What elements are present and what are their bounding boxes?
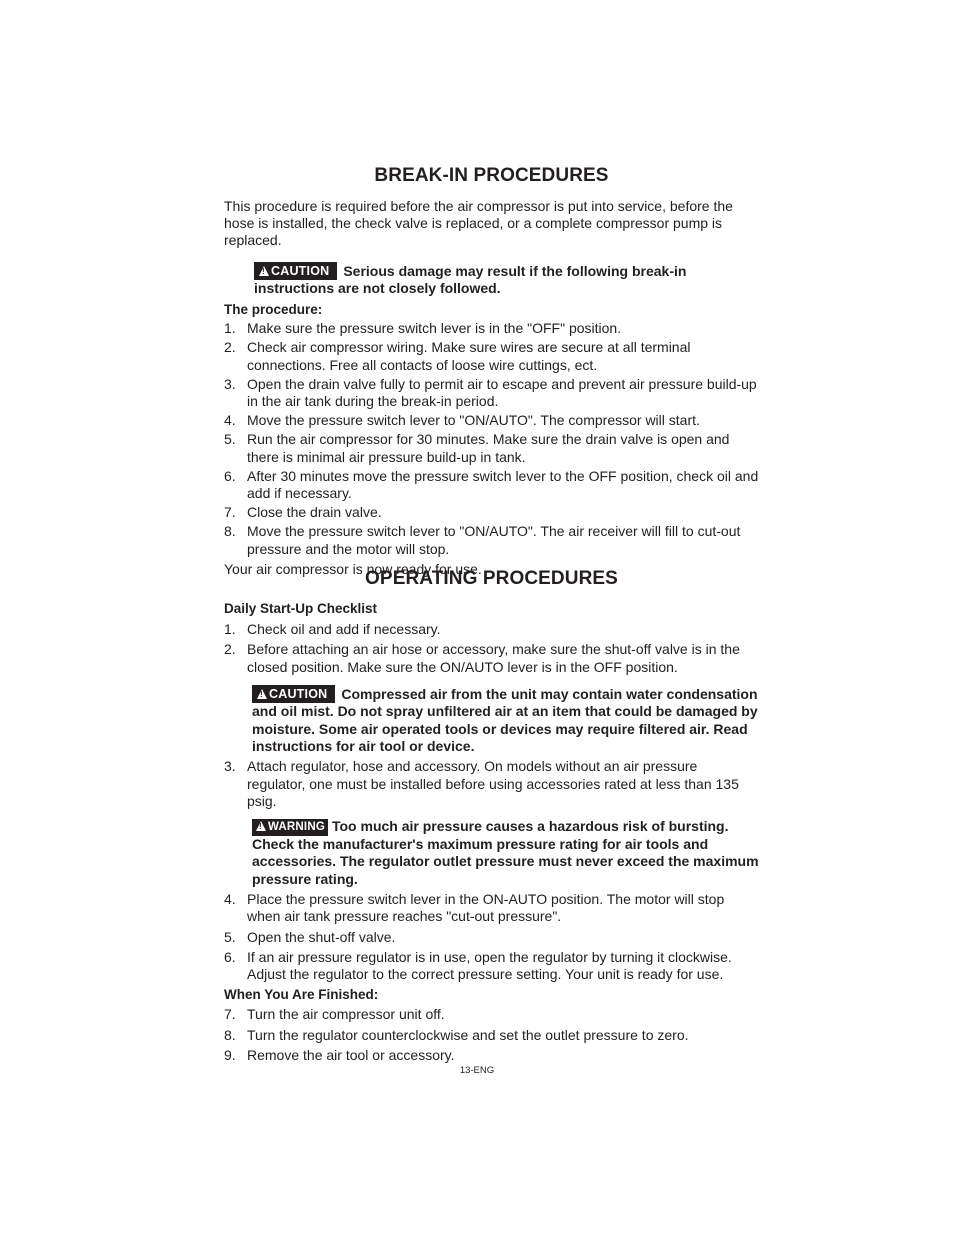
list-item	[224, 758, 759, 810]
warning-text: Too much air pressure causes a hazardous risk of bursting. Check the manufacturer's maximum pressure rating for air tools and accessories. The regulator outlet pressure must never exceed the maximum pressure rating.	[252, 818, 759, 887]
list-item	[224, 641, 759, 675]
step-text: Run the air compressor for 30 minutes. Make sure the drain valve is open and there is minimal air pressure build-up in tank.	[247, 431, 730, 465]
operating-steps-c	[224, 891, 759, 983]
operating-title: OPERATING PROCEDURES	[365, 568, 618, 589]
step-number: 5.	[224, 431, 236, 448]
step-text: Close the drain valve.	[247, 504, 382, 521]
step-number: 2.	[224, 339, 236, 356]
list-item	[224, 891, 759, 925]
warning-triangle-icon	[256, 821, 266, 831]
step-text: Before attaching an air hose or accessory, make sure the shut-off valve is in the closed position. Make sure the ON/AUTO lever is in the OFF position.	[247, 641, 740, 675]
list-item	[224, 376, 759, 410]
step-number: 1.	[224, 621, 236, 638]
step-number: 1.	[224, 320, 236, 337]
list-item	[224, 504, 759, 521]
step-text: Remove the air tool or accessory.	[247, 1046, 455, 1063]
procedure-heading: The procedure:	[224, 302, 323, 318]
break-in-closing: Your air compressor is now ready for use.	[224, 560, 482, 577]
caution-text: Compressed air from the unit may contain water condensation and oil mist. Do not spray unfiltered air at an item that could be damaged by moisture. Some air operated tools or devices may require filtered air. Read instructions for air tool or device.	[252, 685, 758, 755]
step-text: Make sure the pressure switch lever is in the "OFF" position.	[247, 320, 622, 337]
warning-badge	[252, 819, 328, 836]
list-item	[224, 1006, 759, 1023]
step-text: Open the drain valve fully to permit air to escape and prevent air pressure build-up in the air tank during the break-in period.	[247, 375, 757, 410]
list-item	[224, 431, 759, 465]
break-in-caution	[254, 262, 759, 297]
caution-badge	[252, 685, 335, 703]
step-text: If an air pressure regulator is in use, open the regulator by turning it clockwise. Adjust the regulator to the correct pressure setting. Your unit is ready for use.	[247, 948, 732, 983]
operating-steps-a	[224, 621, 759, 676]
page-number: 13-ENG	[459, 1065, 495, 1076]
break-in-steps	[224, 320, 759, 558]
list-item	[224, 468, 759, 502]
step-text: Check air compressor wiring. Make sure wires are secure at all terminal connections. Free all contacts of loose wire cuttings, ect.	[247, 339, 691, 373]
list-item	[224, 929, 759, 946]
caution-label: CAUTION	[271, 263, 330, 278]
caution-badge	[254, 262, 337, 280]
operating-steps-d	[224, 1006, 759, 1064]
break-in-title: BREAK-IN PROCEDURES	[374, 165, 609, 186]
step-text: Turn the air compressor unit off.	[247, 1006, 445, 1023]
step-text: Attach regulator, hose and accessory. On models without an air pressure regulator, one must be installed before using accessories rated at less than 135 psig.	[247, 758, 739, 809]
step-text: Place the pressure switch lever in the ON-AUTO position. The motor will stop when air tank pressure reaches "cut-out pressure".	[247, 891, 725, 925]
step-text: Check oil and add if necessary.	[247, 621, 441, 638]
step-number: 9.	[224, 1046, 236, 1063]
warning-triangle-icon	[257, 689, 267, 699]
step-number: 4.	[224, 412, 236, 429]
list-item	[224, 412, 759, 429]
list-item	[224, 320, 759, 337]
step-number: 2.	[224, 641, 236, 658]
operating-section	[224, 568, 759, 1064]
list-item	[224, 523, 759, 557]
step-text: Move the pressure switch lever to "ON/AUTO". The compressor will start.	[247, 412, 700, 429]
break-in-intro: This procedure is required before the air compressor is put into service, before the hose is installed, the check valve is replaced, or a complete compressor pump is replaced.	[224, 198, 733, 249]
step-number: 6.	[224, 948, 236, 965]
warning-label: WARNING	[268, 821, 325, 834]
list-item	[224, 1047, 759, 1064]
operating-steps-b	[224, 758, 759, 810]
operating-warning	[252, 818, 759, 888]
operating-caution	[252, 685, 759, 756]
step-number: 6.	[224, 467, 236, 484]
warning-triangle-icon	[259, 266, 269, 276]
step-number: 4.	[224, 891, 236, 908]
step-text: Turn the regulator counterclockwise and set the outlet pressure to zero.	[247, 1026, 689, 1043]
list-item	[224, 621, 759, 638]
caution-label: CAUTION	[269, 686, 328, 701]
step-number: 3.	[224, 375, 236, 392]
caution-text: Serious damage may result if the following break-in instructions are not closely followed.	[254, 262, 687, 296]
step-number: 3.	[224, 758, 236, 775]
checklist-heading: Daily Start-Up Checklist	[224, 601, 378, 616]
list-item	[224, 1027, 759, 1044]
step-text: Open the shut-off valve.	[247, 928, 396, 945]
step-text: Move the pressure switch lever to "ON/AUTO". The air receiver will fill to cut-out pressure and the motor will stop.	[247, 523, 741, 557]
step-number: 7.	[224, 1006, 236, 1023]
step-text: After 30 minutes move the pressure switch lever to the OFF position, check oil and add if necessary.	[247, 467, 759, 502]
step-number: 7.	[224, 504, 236, 521]
step-number: 8.	[224, 1026, 236, 1043]
list-item	[224, 339, 759, 373]
list-item	[224, 949, 759, 983]
step-number: 8.	[224, 523, 236, 540]
finished-heading: When You Are Finished:	[224, 987, 379, 1003]
step-number: 5.	[224, 928, 236, 945]
break-in-section	[224, 165, 759, 578]
